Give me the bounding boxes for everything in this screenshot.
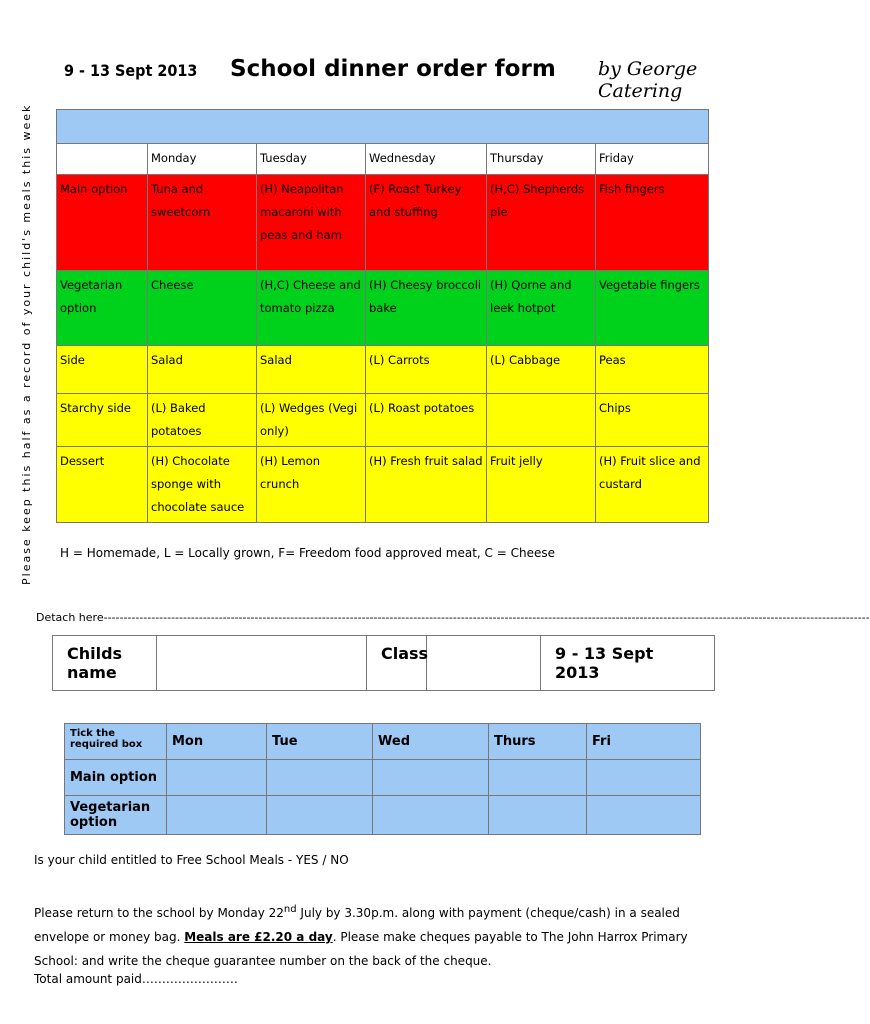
day-header-friday: Friday xyxy=(596,144,709,175)
order-week-date: 9 - 13 Sept 2013 xyxy=(541,636,715,691)
menu-row-vegetarian-option xyxy=(57,271,709,346)
meal-price: Meals are £2.20 a day xyxy=(184,930,333,944)
menu-cell: (H,C) Shepherds pie xyxy=(487,175,596,271)
tick-day-mon: Mon xyxy=(167,724,267,760)
tick-box[interactable] xyxy=(587,796,701,835)
tick-box[interactable] xyxy=(167,760,267,796)
tick-box[interactable] xyxy=(373,760,489,796)
day-header-wednesday: Wednesday xyxy=(366,144,487,175)
menu-row-starchy-side xyxy=(57,394,709,447)
row-label-dessert: Dessert xyxy=(57,447,148,523)
menu-cell: (L) Roast potatoes xyxy=(366,394,487,447)
class-label: Class xyxy=(367,636,427,691)
day-header-tuesday: Tuesday xyxy=(257,144,366,175)
page-title: School dinner order form xyxy=(230,56,556,82)
row-label-main-option: Main option xyxy=(57,175,148,271)
day-header-monday: Monday xyxy=(148,144,257,175)
menu-cell: (L) Carrots xyxy=(366,346,487,394)
menu-cell xyxy=(487,394,596,447)
total-amount-paid: Total amount paid…………………… xyxy=(34,972,238,986)
menu-cell: (H) Cheesy broccoli bake xyxy=(366,271,487,346)
menu-blank-header-row xyxy=(57,110,709,144)
header-date: 9 - 13 Sept 2013 xyxy=(64,61,198,80)
menu-cell: Salad xyxy=(148,346,257,394)
tick-box[interactable] xyxy=(587,760,701,796)
vertical-keep-note: Please keep this half as a record of your child's meals this week xyxy=(20,103,33,585)
menu-cell: Tuna and sweetcorn xyxy=(148,175,257,271)
menu-cell: (L) Wedges (Vegi only) xyxy=(257,394,366,447)
menu-cell: Peas xyxy=(596,346,709,394)
menu-cell: (H) Qorne and leek hotpot xyxy=(487,271,596,346)
tick-row-label-vegetarian: Vegetarian option xyxy=(65,796,167,835)
tick-box[interactable] xyxy=(267,760,373,796)
detach-line: Detach here------------------------------------------------------------------------------------------------------------------------------------------------------------------------------------------------- xyxy=(36,611,870,624)
return-text-part2: July by 3.30p.m. along with payment (cheque/cash) in a sealed envelope or money bag. xyxy=(34,906,680,944)
return-date-suffix: nd xyxy=(283,904,297,915)
childs-name-label: Childs name xyxy=(53,636,157,691)
menu-day-row xyxy=(57,144,709,175)
row-label-vegetarian-option: Vegetarian option xyxy=(57,271,148,346)
menu-cell: Chips xyxy=(596,394,709,447)
tick-box[interactable] xyxy=(489,796,587,835)
return-text-part3: . Please make cheques payable to The John Harrox Primary School: and write the cheque guarantee number on the back of the cheque. xyxy=(34,930,688,968)
tick-box[interactable] xyxy=(373,796,489,835)
menu-cell: (H) Fruit slice and custard xyxy=(596,447,709,523)
return-instructions xyxy=(34,898,734,973)
menu-cell: (H) Fresh fruit salad xyxy=(366,447,487,523)
tick-box-table xyxy=(64,723,701,835)
menu-row-dessert xyxy=(57,447,709,523)
tick-box[interactable] xyxy=(489,760,587,796)
menu-corner-cell xyxy=(57,144,148,175)
menu-table xyxy=(56,109,709,523)
menu-cell: Fruit jelly xyxy=(487,447,596,523)
tick-day-fri: Fri xyxy=(587,724,701,760)
tick-box[interactable] xyxy=(267,796,373,835)
childs-name-field[interactable] xyxy=(157,636,367,691)
class-field[interactable] xyxy=(427,636,541,691)
row-label-side: Side xyxy=(57,346,148,394)
menu-cell: Fish fingers xyxy=(596,175,709,271)
menu-row-side xyxy=(57,346,709,394)
menu-cell: (L) Baked potatoes xyxy=(148,394,257,447)
menu-cell: (F) Roast Turkey and stuffing xyxy=(366,175,487,271)
free-school-meals-question: Is your child entitled to Free School Meals - YES / NO xyxy=(34,853,349,867)
menu-cell: (H) Lemon crunch xyxy=(257,447,366,523)
tick-day-wed: Wed xyxy=(373,724,489,760)
tick-day-tue: Tue xyxy=(267,724,373,760)
tick-day-thurs: Thurs xyxy=(489,724,587,760)
tick-row-label-main: Main option xyxy=(65,760,167,796)
day-header-thursday: Thursday xyxy=(487,144,596,175)
child-name-box xyxy=(52,635,715,691)
menu-cell: (H,C) Cheese and tomato pizza xyxy=(257,271,366,346)
menu-cell: (L) Cabbage xyxy=(487,346,596,394)
menu-cell: Cheese xyxy=(148,271,257,346)
caterer-name: by George Catering xyxy=(598,58,698,102)
menu-cell: Salad xyxy=(257,346,366,394)
menu-cell: (H) Chocolate sponge with chocolate sauce xyxy=(148,447,257,523)
return-text-part1: Please return to the school by Monday 22 xyxy=(34,906,284,920)
tick-box[interactable] xyxy=(167,796,267,835)
menu-row-main-option xyxy=(57,175,709,271)
menu-cell: (H) Neapolitan macaroni with peas and ham xyxy=(257,175,366,271)
menu-cell: Vegetable fingers xyxy=(596,271,709,346)
row-label-starchy-side: Starchy side xyxy=(57,394,148,447)
tick-header-label: Tick the required box xyxy=(65,724,167,760)
menu-key-legend: H = Homemade, L = Locally grown, F= Freedom food approved meat, C = Cheese xyxy=(60,546,555,560)
